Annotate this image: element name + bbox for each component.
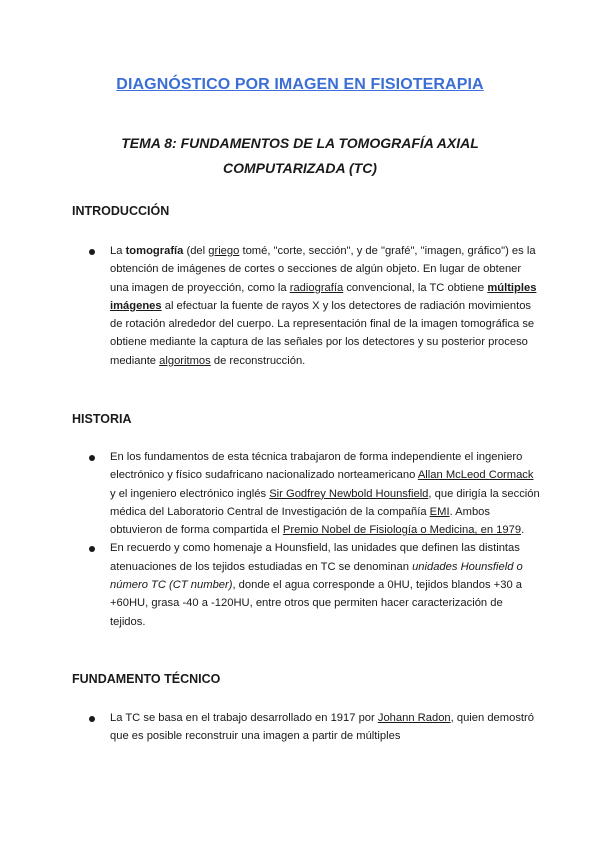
fundamento-list <box>88 709 540 746</box>
text: al efectuar la fuente de rayos X y los detectores de radiación movimientos de rotación alrededor del cuerpo. La representación final de la imagen tomográfica se obtiene mediante la captura de las señales por los detectores y su posterior proceso mediante <box>110 299 535 367</box>
text: , donde el agua corresponde a 0HU, tejidos blandos +30 a +60HU, grasa -40 a -120HU, entre otros que permiten hacer caracterización de tejidos. <box>110 579 522 628</box>
topic-title-line-2: COMPUTARIZADA (TC) <box>223 160 377 176</box>
fundamento-bullet-1 <box>88 709 540 746</box>
link-johann-radon[interactable]: Johann Radon <box>377 712 451 724</box>
link-premio-nobel[interactable]: Premio Nobel de Fisiología o Medicina, en 1979 <box>282 524 522 537</box>
link-emi[interactable]: EMI <box>429 505 450 518</box>
historia-list <box>88 448 540 631</box>
text: y el ingeniero electrónico inglés <box>110 487 270 500</box>
section-heading-historia: HISTORIA <box>72 412 132 426</box>
historia-bullet-1 <box>88 448 540 539</box>
text: (del <box>183 245 209 257</box>
link-griego[interactable]: griego <box>208 245 240 257</box>
link-cormack[interactable]: Allan McLeod Cormack <box>417 469 534 482</box>
topic-title <box>60 131 540 181</box>
link-radiografia[interactable]: radiografía <box>289 281 344 294</box>
link-algoritmos[interactable]: algoritmos <box>159 354 211 367</box>
text: La TC se basa en el trabajo desarrollado en 1917 por <box>110 712 378 724</box>
text: tomé, "corte, sección", y de "grafé", "imagen, gráfico") es la obtención de imágenes de cortes o secciones de algún objeto. En lugar de obtener una imagen de proyección, como la <box>110 245 536 294</box>
text: En los fundamentos de esta técnica trabajaron de forma independiente el ingeniero electrónico y físico sudafricano nacionalizado norteamericano <box>110 451 523 482</box>
term-tomografia: tomografía <box>125 245 184 257</box>
text: , quien demostró que es posible reconstruir una imagen a partir de múltiples <box>110 712 534 743</box>
text: En recuerdo y como homenaje a Hounsfield, las unidades que definen las distintas atenuaciones de los tejidos estudiadas en TC se denominan <box>110 542 520 573</box>
section-heading-introduccion: INTRODUCCIÓN <box>72 204 170 218</box>
link-hounsfield[interactable]: Sir Godfrey Newbold Hounsfield <box>269 487 429 500</box>
topic-title-line-1: TEMA 8: FUNDAMENTOS DE LA TOMOGRAFÍA AXIAL <box>121 135 479 151</box>
text: , que dirigía la sección médica del Laboratorio Central de Investigación de la compañía <box>110 487 540 518</box>
text: La <box>110 245 126 257</box>
intro-list <box>88 242 540 370</box>
term-unidades-hounsfield: unidades Hounsfield o número TC (CT number) <box>110 560 523 592</box>
text: . Ambos obtuvieron de forma compartida el <box>110 505 490 537</box>
text: . <box>521 524 525 537</box>
section-heading-fundamento-tecnico: FUNDAMENTO TÉCNICO <box>72 672 221 686</box>
historia-bullet-2 <box>88 539 540 630</box>
document-title: DIAGNÓSTICO POR IMAGEN EN FISIOTERAPIA <box>116 76 484 93</box>
text: convencional, la TC obtiene <box>343 281 488 294</box>
intro-bullet-1 <box>88 242 540 370</box>
link-multiples-imagenes[interactable]: múltiples imágenes <box>110 281 537 312</box>
text: de reconstrucción. <box>210 354 306 367</box>
